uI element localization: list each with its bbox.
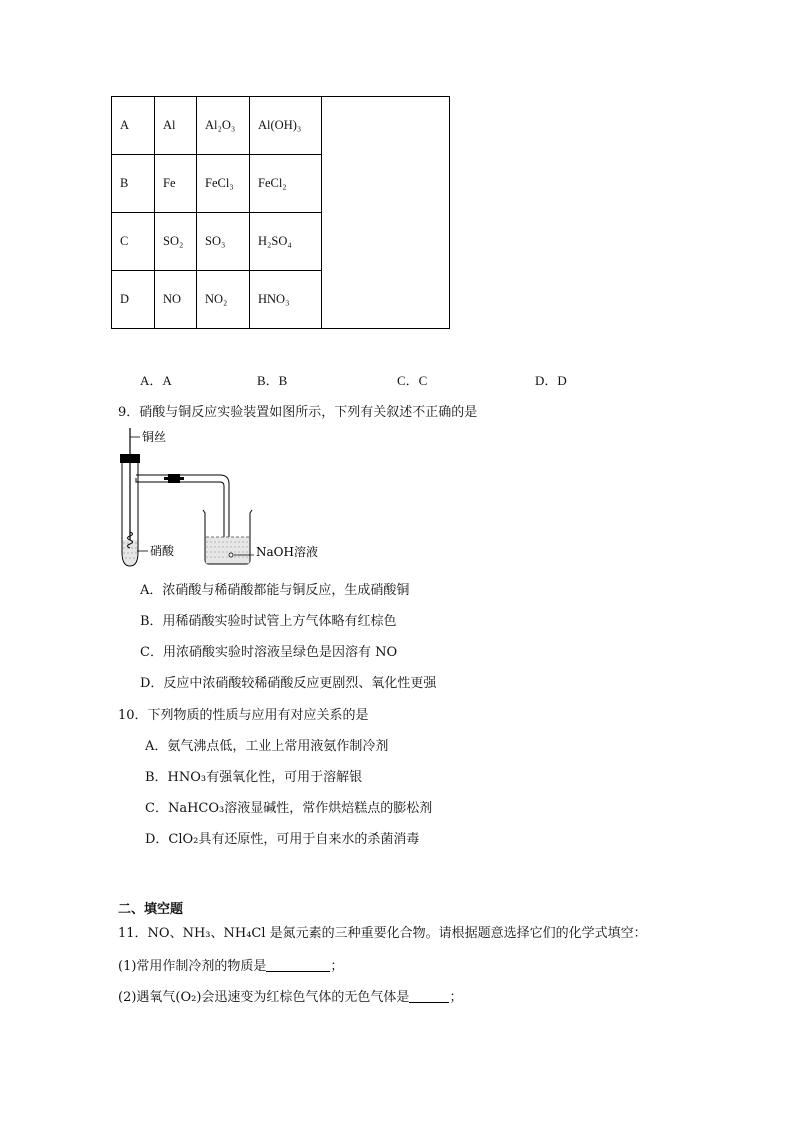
- q8-option-a[interactable]: A．A: [140, 373, 172, 388]
- table-cell: D: [112, 271, 155, 329]
- nitric-acid-label: 硝酸: [150, 544, 175, 558]
- q11-stem: 11．NO、NH₃、NH₄Cl 是氮元素的三种重要化合物。请根据题意选择它们的化学式填空：: [118, 926, 647, 941]
- section-heading: 二、填空题: [118, 902, 184, 917]
- q9-stem: 9．硝酸与铜反应实验装置如图所示，下列有关叙述不正确的是: [118, 405, 478, 420]
- table-cell: Al₂O₃: [197, 97, 250, 155]
- q8-option-b[interactable]: B．B: [257, 373, 288, 388]
- table-cell: FeCl₂: [250, 155, 322, 213]
- q9-option-c[interactable]: C．用浓硝酸实验时溶液呈绿色是因溶有 NO: [140, 645, 398, 660]
- answer-blank-2[interactable]: [409, 989, 449, 1003]
- q11-sub1-text: (1)常用作制冷剂的物质是: [118, 959, 267, 974]
- q8-table: [111, 96, 450, 329]
- q10-option-b[interactable]: B．HNO₃有强氧化性，可用于溶解银: [145, 770, 363, 785]
- copper-wire-label: 铜丝: [142, 430, 167, 444]
- table-cell: Fe: [155, 155, 197, 213]
- q10-stem: 10．下列物质的性质与应用有对应关系的是: [118, 708, 369, 723]
- table-cell: HNO₃: [250, 271, 322, 329]
- q11-sub2-end: ；: [449, 990, 463, 1005]
- q11-sub2-text: (2)遇氧气(O₂)会迅速变为红棕色气体的无色气体是: [118, 990, 410, 1005]
- q9-option-b[interactable]: B．用稀硝酸实验时试管上方气体略有红棕色: [140, 614, 397, 629]
- naoh-label: NaOH溶液: [256, 545, 318, 559]
- table-cell: NO: [155, 271, 197, 329]
- q10-option-a[interactable]: A．氨气沸点低，工业上常用液氨作制冷剂: [145, 739, 389, 754]
- table-cell: SO₃: [197, 213, 250, 271]
- q11-sub2: [118, 986, 462, 1005]
- table-cell: H₂SO₄: [250, 213, 322, 271]
- q9-option-a[interactable]: A．浓硝酸与稀硝酸都能与铜反应，生成硝酸铜: [140, 583, 410, 598]
- q8-option-d[interactable]: D．D: [535, 373, 567, 388]
- q11-sub1-end: ；: [330, 959, 344, 974]
- table-empty-cell: [322, 97, 450, 329]
- q10-option-c[interactable]: C．NaHCO₃溶液显碱性，常作烘焙糕点的膨松剂: [145, 801, 433, 816]
- table-cell: FeCl₃: [197, 155, 250, 213]
- table-row: [112, 97, 450, 155]
- table-cell: B: [112, 155, 155, 213]
- table-cell: SO₂: [155, 213, 197, 271]
- table-cell: Al: [155, 97, 197, 155]
- q10-option-d[interactable]: D．ClO₂具有还原性，可用于自来水的杀菌消毒: [145, 832, 420, 847]
- stopper: [120, 454, 140, 463]
- apparatus-figure: [110, 424, 340, 570]
- table-cell: Al(OH)₃: [250, 97, 322, 155]
- q8-option-c[interactable]: C．C: [397, 373, 428, 388]
- naoh-solution: [206, 537, 250, 564]
- table-cell: C: [112, 213, 155, 271]
- clamp: [168, 474, 180, 483]
- q11-sub1: [118, 955, 343, 974]
- table-cell: NO₂: [197, 271, 250, 329]
- q9-option-d[interactable]: D．反应中浓硝酸较稀硝酸反应更剧烈、氧化性更强: [140, 676, 437, 691]
- table-cell: A: [112, 97, 155, 155]
- answer-blank-1[interactable]: [266, 958, 330, 972]
